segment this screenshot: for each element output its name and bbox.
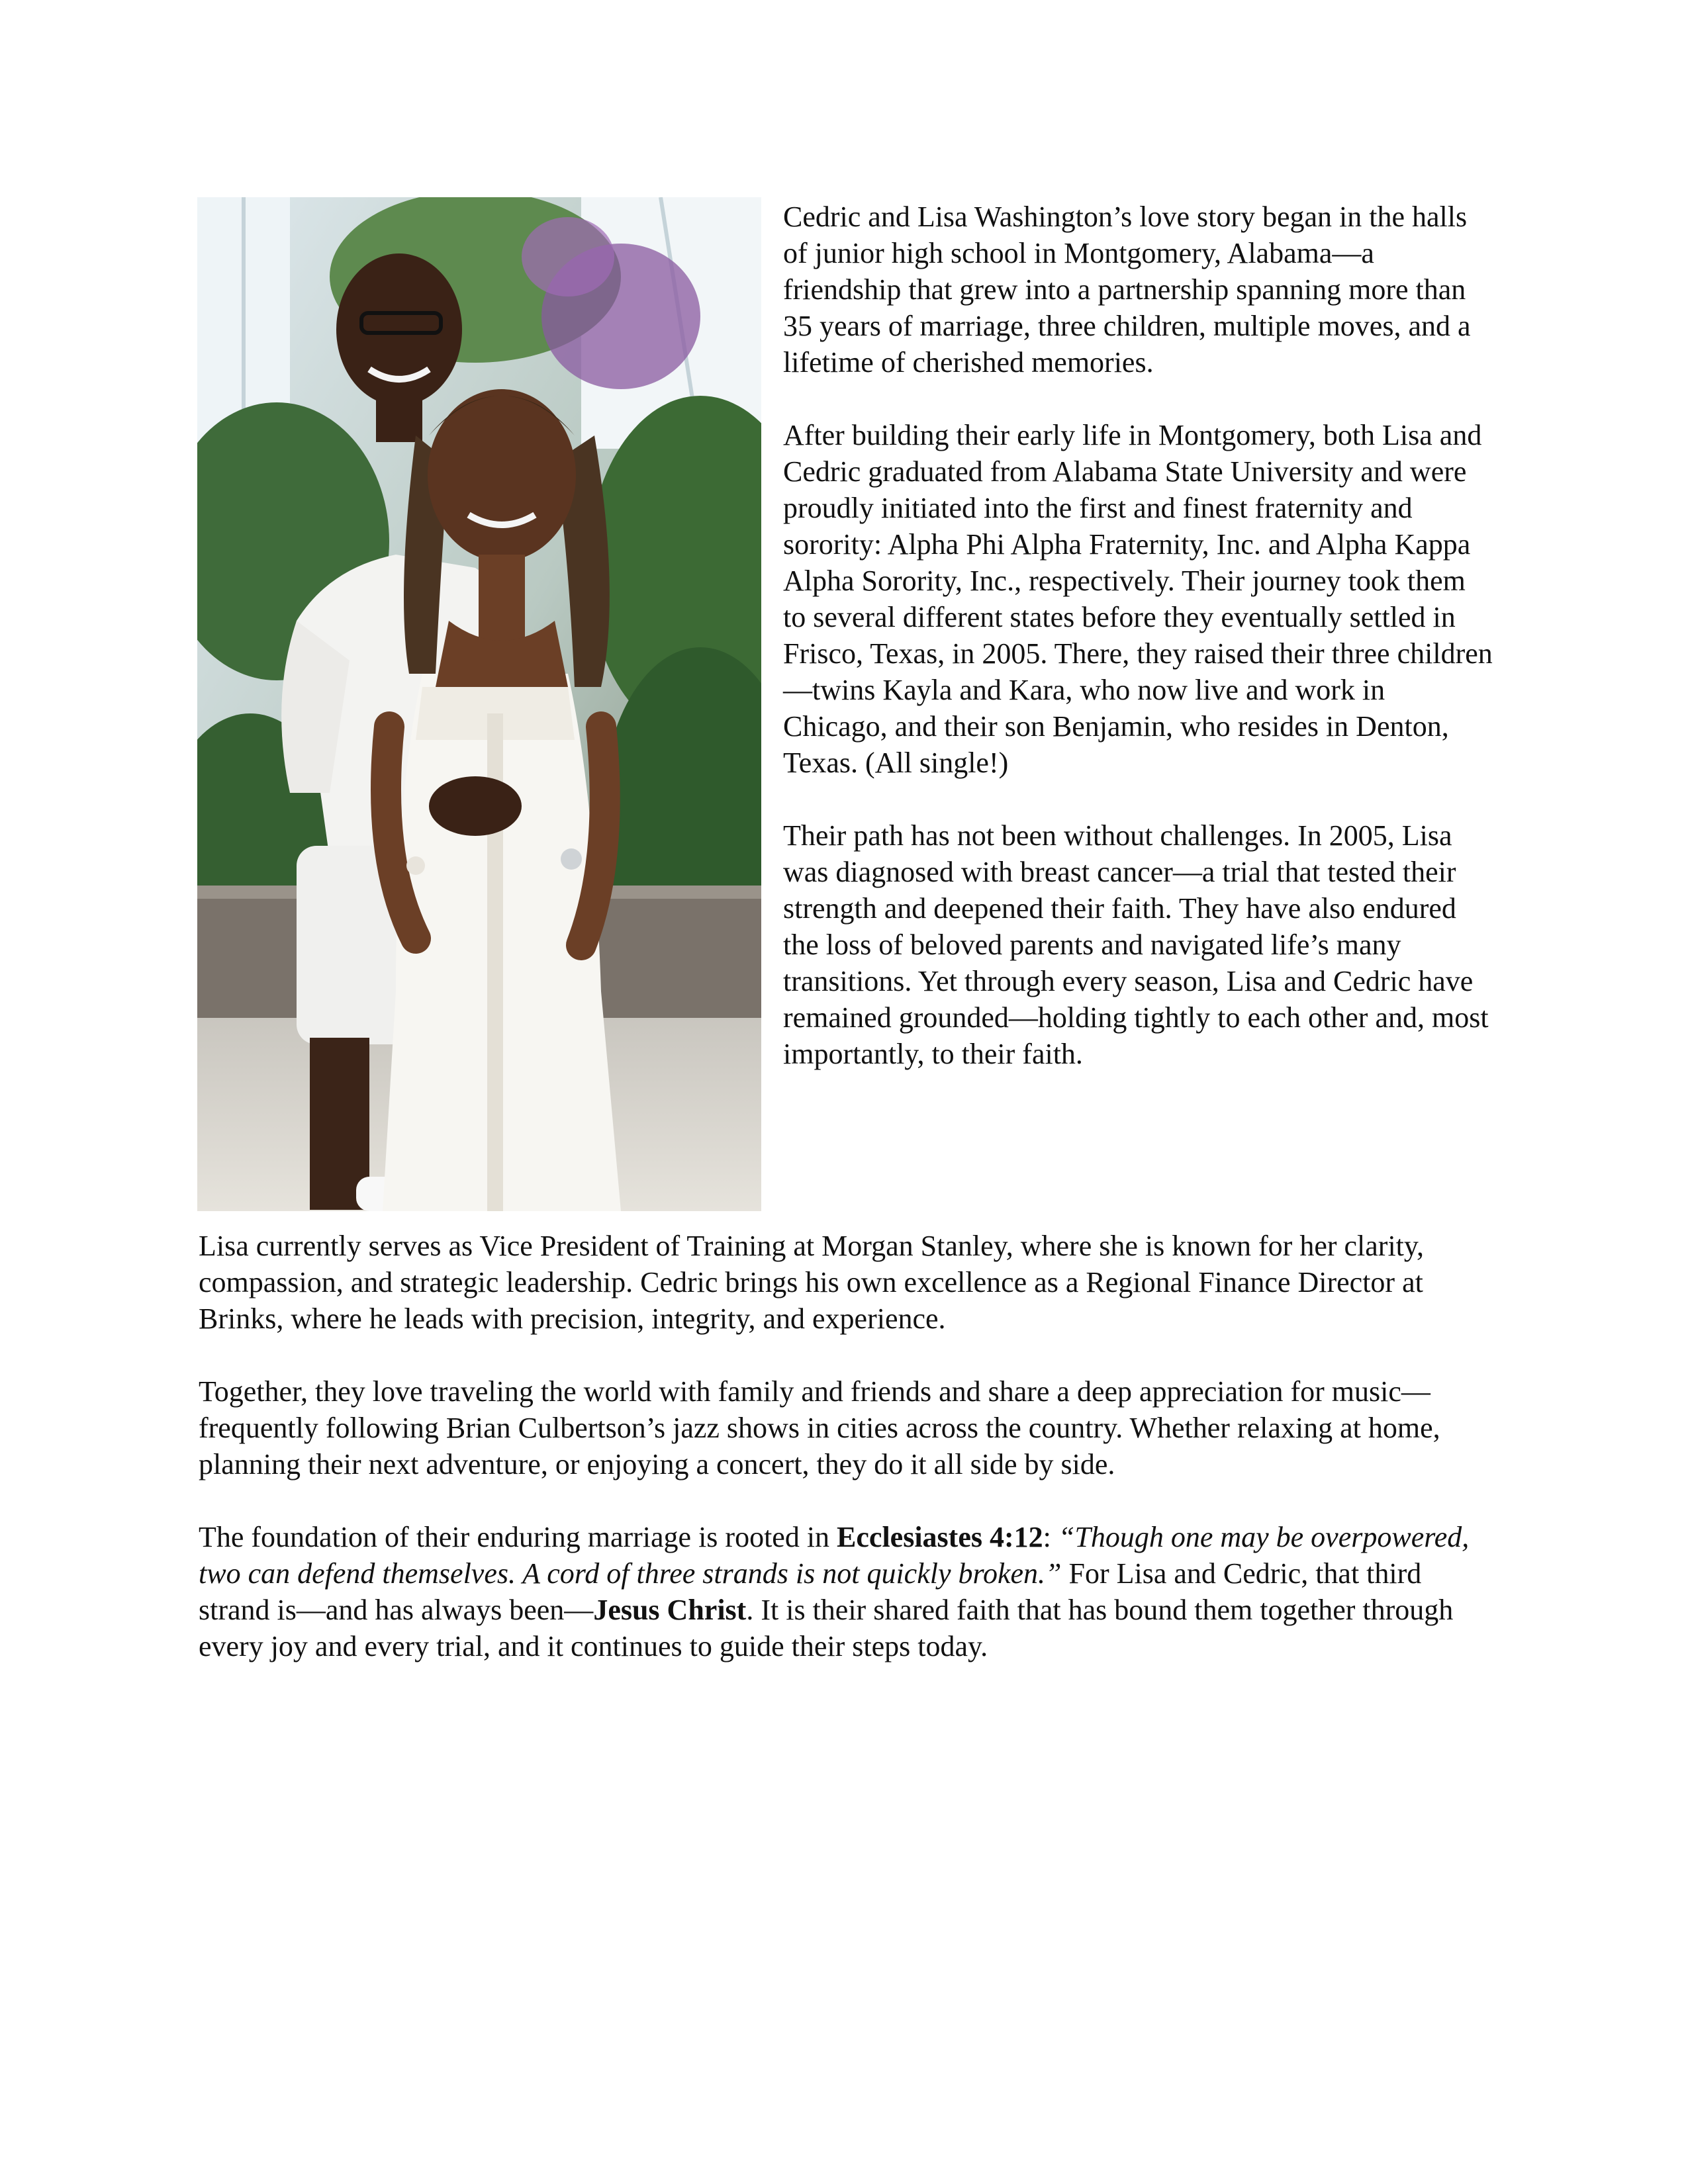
couple-photo bbox=[197, 197, 761, 1211]
faith-intro-text: The foundation of their enduring marriage is rooted in bbox=[199, 1521, 837, 1553]
verse-reference: Ecclesiastes 4:12 bbox=[837, 1521, 1043, 1553]
careers-paragraph: Lisa currently serves as Vice President of Training at Morgan Stanley, where she is known for her clarity, compassion, and strategic leadership. Cedric brings his own excellence as a Regional Finance Director at Brinks, where he leads with precision, integrity, and experience. bbox=[199, 1230, 1425, 1335]
faith-end-text: . It is their shared faith that has bound them together through every joy and every trial, and it continues to guide their steps today. bbox=[199, 1594, 1454, 1662]
intro-paragraph: Cedric and Lisa Washington’s love story began in the halls of junior high school in Montgomery, Alabama—a friendship that grew into a partnership spanning more than 35 years of marriage, three children, multiple moves, and a lifetime of cherished memories. bbox=[783, 201, 1471, 379]
full-width-column bbox=[199, 1228, 1496, 1701]
side-column bbox=[783, 199, 1495, 1109]
faith-paragraph bbox=[199, 1519, 1496, 1664]
faith-middle-text: For Lisa and Cedric, that third strand is—and has always been— bbox=[199, 1557, 1422, 1626]
verse-quote: “Though one may be overpowered, two can defend themselves. A cord of three strands is not quickly broken.” bbox=[199, 1521, 1470, 1590]
jesus-christ-name: Jesus Christ bbox=[593, 1594, 747, 1626]
education-paragraph: After building their early life in Montgomery, both Lisa and Cedric graduated from Alabama State University and were proudly initiated into the first and finest fraternity and sorority: Alpha Phi Alpha Fraternity, Inc. and Alpha Kappa Alpha Sorority, Inc., respectively. Their journey took them to several different states before they eventually settled in Frisco, Texas, in 2005. There, they raised their three children—twins Kayla and Kara, who now live and work in Chicago, and their son Benjamin, who resides in Denton, Texas. (All single!) bbox=[783, 419, 1493, 779]
interests-paragraph: Together, they love traveling the world with family and friends and share a deep appreciation for music—frequently following Brian Culbertson’s jazz shows in cities across the country. Whether relaxing at home, planning their next adventure, or enjoying a concert, they do it all side by side. bbox=[199, 1375, 1440, 1480]
couple-photo-image bbox=[197, 197, 761, 1211]
challenges-paragraph: Their path has not been without challenges. In 2005, Lisa was diagnosed with breast cancer—a trial that tested their strength and deepened their faith. They have also endured the loss of beloved parents and navigated life’s many transitions. Yet through every season, Lisa and Cedric have remained grounded—holding tightly to each other and, most importantly, to their faith. bbox=[783, 819, 1489, 1070]
verse-colon: : bbox=[1043, 1521, 1058, 1553]
